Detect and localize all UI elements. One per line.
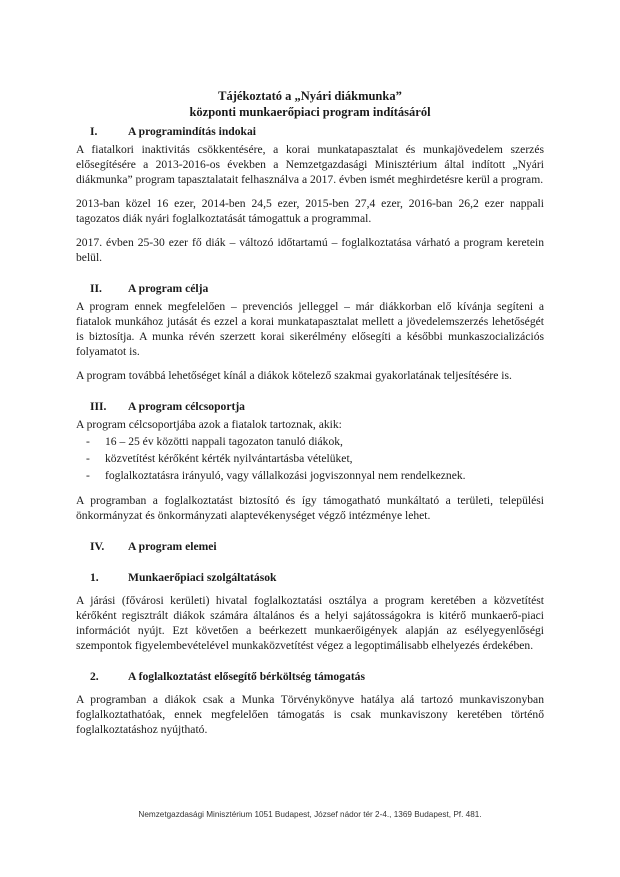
list-item bbox=[76, 468, 544, 483]
section-heading-3 bbox=[76, 399, 544, 414]
section-heading-1 bbox=[76, 124, 544, 139]
title-line-2: központi munkaerőpiaci program indításáról bbox=[189, 105, 431, 119]
subsection-heading-2 bbox=[76, 669, 544, 684]
paragraph: A program továbbá lehetőséget kínál a diákok kötelező szakmai gyakorlatának teljesítésére is. bbox=[76, 369, 512, 382]
target-group-list bbox=[76, 434, 544, 483]
section-heading-4 bbox=[76, 539, 544, 554]
dash-bullet: - bbox=[86, 435, 90, 448]
list-item-text: foglalkoztatásra irányuló, vagy vállalkozási jogviszonnyal nem rendelkeznek. bbox=[105, 469, 466, 482]
paragraph: A programban a diákok csak a Munka Törvénykönyve hatálya alá tartozó munkaviszonyban foglalkoztathatóak, ennek megfelelően támogatás is csak munkaviszony keretében történő foglalkoztatáshoz nyújtható. bbox=[76, 693, 544, 736]
paragraph: A fiatalkori inaktivitás csökkentésére, a korai munkatapasztalat és munkajövedelem szerzés elősegítésére a 2013-2016-os években a Nemzetgazdasági Minisztérium által indított „Nyári diákmunka” program tapasztalatait felhasználva a 2017. évben ismét meghirdetésre kerül a program. bbox=[76, 143, 544, 186]
document-title bbox=[0, 88, 620, 120]
section-heading-2 bbox=[76, 281, 544, 296]
section-title: A program célcsoportja bbox=[128, 400, 245, 413]
list-item-text: közvetítést kérőként kérték nyilvántartásba vételüket, bbox=[105, 452, 353, 465]
subsection-title: A foglalkoztatást elősegítő bérköltség támogatás bbox=[128, 670, 365, 683]
document-body bbox=[76, 124, 544, 746]
title-line-1: Tájékoztató a „Nyári diákmunka” bbox=[218, 89, 402, 103]
section-title: A programindítás indokai bbox=[128, 125, 256, 138]
paragraph: A programban a foglalkoztatást biztosító és így támogatható munkáltató a területi, települési önkormányzat és önkormányzati alaptevékenységet végző intézménye lehet. bbox=[76, 494, 544, 522]
section-number: II. bbox=[90, 282, 102, 295]
paragraph: A program ennek megfelelően – prevenciós jelleggel – már diákkorban elő kívánja segíteni a fiatalok munkához jutását és ezzel a korai munkatapasztalat mellett a jövedelemszerzés lehetőségét is biztosítja. A munka révén szerzett korai sikerélmény elősegíti a későbbi munkaszocializációs folyamatot is. bbox=[76, 300, 544, 358]
subsection-number: 1. bbox=[90, 571, 99, 584]
section-number: IV. bbox=[90, 540, 105, 553]
subsection-number: 2. bbox=[90, 670, 99, 683]
section-title: A program elemei bbox=[128, 540, 217, 553]
section-number: I. bbox=[90, 125, 98, 138]
paragraph: 2013-ban közel 16 ezer, 2014-ben 24,5 ezer, 2015-ben 27,4 ezer, 2016-ban 26,2 ezer nappali tagozatos diák nyári foglalkoztatását támogattuk a programmal. bbox=[76, 197, 544, 225]
list-item bbox=[76, 451, 544, 466]
dash-bullet: - bbox=[86, 452, 90, 465]
section-title: A program célja bbox=[128, 282, 209, 295]
list-item-text: 16 – 25 év közötti nappali tagozaton tanuló diákok, bbox=[105, 435, 343, 448]
list-item bbox=[76, 434, 544, 449]
subsection-heading-1 bbox=[76, 570, 544, 585]
section-number: III. bbox=[90, 400, 107, 413]
page-footer: Nemzetgazdasági Minisztérium 1051 Budapest, József nádor tér 2-4., 1369 Budapest, Pf. 481. bbox=[138, 810, 482, 819]
paragraph: 2017. évben 25-30 ezer fő diák – változó időtartamú – foglalkoztatása várható a program keretein belül. bbox=[76, 236, 544, 264]
subsection-title: Munkaerőpiaci szolgáltatások bbox=[128, 571, 277, 584]
dash-bullet: - bbox=[86, 469, 90, 482]
paragraph: A program célcsoportjába azok a fiatalok tartoznak, akik: bbox=[76, 418, 342, 431]
paragraph: A járási (fővárosi kerületi) hivatal foglalkoztatási osztálya a program keretében a közvetítést kérőként regisztrált diákok számára általános és a helyi sajátosságokra is kitérő munkaerő-piaci információt nyújt. Ezt követően a beérkezett munkaerőigények alapján az esélyegyenlőségi szempontok figyelembevételével munkaközvetítést végez a legoptimálisabb elhelyezés érdekében. bbox=[76, 594, 544, 652]
